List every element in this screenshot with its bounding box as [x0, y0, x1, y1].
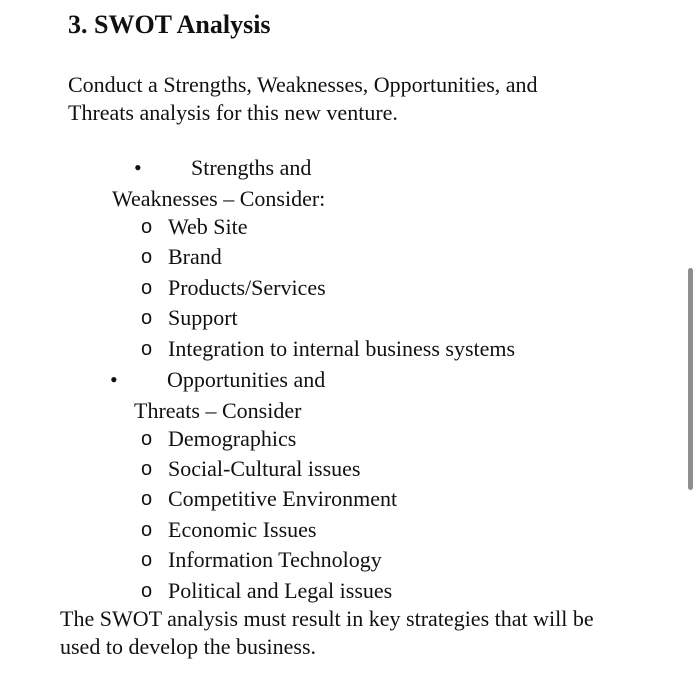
section2-title-line-2: Threats – Consider [134, 398, 302, 423]
sub-bullet-icon: o [141, 277, 153, 299]
sub-bullet-icon: o [141, 519, 153, 541]
section2-item-social-cultural: Social-Cultural issues [168, 456, 361, 481]
sub-bullet-icon: o [141, 338, 153, 360]
sub-bullet-icon: o [141, 216, 153, 238]
intro-line-1: Conduct a Strengths, Weaknesses, Opportunities, and [68, 72, 538, 97]
sub-bullet-icon: o [141, 246, 153, 268]
section2-item-information-technology: Information Technology [168, 547, 382, 572]
conclusion-line-1: The SWOT analysis must result in key strategies that will be [60, 606, 594, 631]
sub-bullet-icon: o [141, 580, 153, 602]
sub-bullet-icon: o [141, 307, 153, 329]
bullet-icon: • [110, 367, 118, 392]
conclusion-paragraph [60, 605, 660, 661]
intro-paragraph [68, 71, 648, 127]
section-heading: 3. SWOT Analysis [68, 10, 271, 39]
section2-item-political-legal: Political and Legal issues [168, 578, 393, 603]
section1-item-products-services: Products/Services [168, 275, 326, 300]
sub-bullet-icon: o [141, 428, 153, 450]
section2-item-economic-issues: Economic Issues [168, 517, 317, 542]
section2-item-competitive-environment: Competitive Environment [168, 486, 398, 511]
section1-title-line-1: Strengths and [191, 155, 312, 180]
sub-bullet-icon: o [141, 488, 153, 510]
section1-title-line-2: Weaknesses – Consider: [112, 186, 326, 211]
section1-item-web-site: Web Site [168, 214, 248, 239]
section1-item-brand: Brand [168, 244, 222, 269]
vertical-scrollbar[interactable] [688, 268, 693, 490]
sub-bullet-icon: o [141, 549, 153, 571]
section1-item-support: Support [168, 305, 238, 330]
section1-item-integration: Integration to internal business systems [168, 336, 516, 361]
intro-line-2: Threats analysis for this new venture. [68, 100, 398, 125]
conclusion-line-2: used to develop the business. [60, 634, 317, 659]
section2-item-demographics: Demographics [168, 426, 297, 451]
bullet-icon: • [134, 155, 142, 180]
sub-bullet-icon: o [141, 458, 153, 480]
section2-title-line-1: Opportunities and [167, 367, 326, 392]
